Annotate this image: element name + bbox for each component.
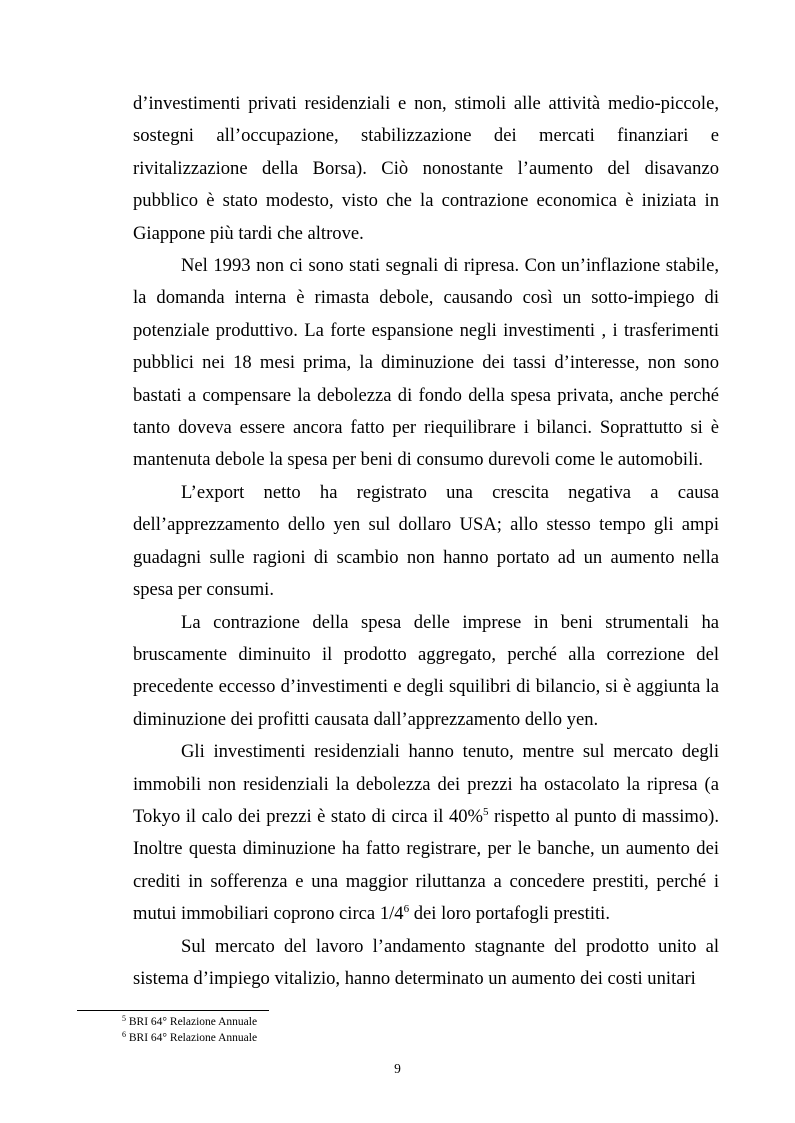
footnote-number-6: 6 [122, 1029, 126, 1039]
footnote-ref-5[interactable]: 5 [483, 805, 489, 818]
paragraph-5-part-1: Gli investimenti residenziali hanno tenuto, mentre sul mercato degli immobili non residenziali la debolezza dei prezzi ha ostacolato la ripresa (a Tokyo il calo dei prezzi è stato di circa il 40% [133, 741, 719, 827]
paragraph-2: Nel 1993 non ci sono stati segnali di ripresa. Con un’inflazione stabile, la domanda interna è rimasta debole, causando così un sotto-impiego di potenziale produttivo. La forte espansione negli investimenti , i trasferimenti pubblici nei 18 mesi prima, la diminuzione dei tassi d’interesse, non sono bastati a compensare la debolezza di fondo della spesa privata, anche perché tanto doveva essere ancora fatto per riequilibrare i bilanci. Soprattutto si è mantenuta debole la spesa per beni di consumo durevoli come le automobili. [133, 255, 719, 471]
paragraph-5-part-2: rispetto al punto di massimo). Inoltre questa diminuzione ha fatto registrare, per le banche, un aumento dei crediti in sofferenza e una maggior riluttanza a concedere prestiti, perché i mutui immobiliari coprono circa 1/4 [133, 805, 720, 925]
footnote-text-6: BRI 64° Relazione Annuale [126, 1031, 258, 1044]
footnote-ref-6[interactable]: 6 [403, 903, 410, 916]
paragraph-4: La contrazione della spesa delle imprese in beni strumentali ha bruscamente diminuito il prodotto aggregato, perché alla correzione del precedente eccesso d’investimenti e degli squilibri di bilancio, si è aggiunta la diminuzione dei profitti causata dall’apprezzamento dello yen. [133, 611, 719, 730]
footnote-separator [77, 1010, 269, 1011]
paragraph-1: d’investimenti privati residenziali e non, stimoli alle attività medio-piccole, sostegni all’occupazione, stabilizzazione dei mercati finanziari e rivitalizzazione della Borsa). Ciò nonostante l’aumento del disavanzo pubblico è stato modesto, visto che la contrazione economica è iniziata in Giappone più tardi che altrove. [133, 93, 719, 244]
paragraph-5 [133, 736, 719, 930]
paragraph-6: Sul mercato del lavoro l’andamento stagnante del prodotto unito al sistema d’impiego vitalizio, hanno determinato un aumento dei costi unitari [133, 935, 719, 989]
footnote-5 [122, 1015, 257, 1031]
page-number: 9 [394, 1061, 401, 1076]
paragraph-3: L’export netto ha registrato una crescita negativa a causa dell’apprezzamento dello yen sul dollaro USA; allo stesso tempo gli ampi guadagni sulle ragioni di scambio non hanno portato ad un aumento nella spesa per consumi. [133, 481, 719, 601]
body-text [133, 88, 719, 995]
footnote-number-5: 5 [122, 1014, 126, 1023]
footnote-6 [122, 1031, 257, 1047]
footnote-text-5: BRI 64° Relazione Annuale [126, 1016, 258, 1028]
footnotes [122, 1015, 257, 1046]
paragraph-5-part-3: dei loro portafogli prestiti. [409, 903, 610, 925]
